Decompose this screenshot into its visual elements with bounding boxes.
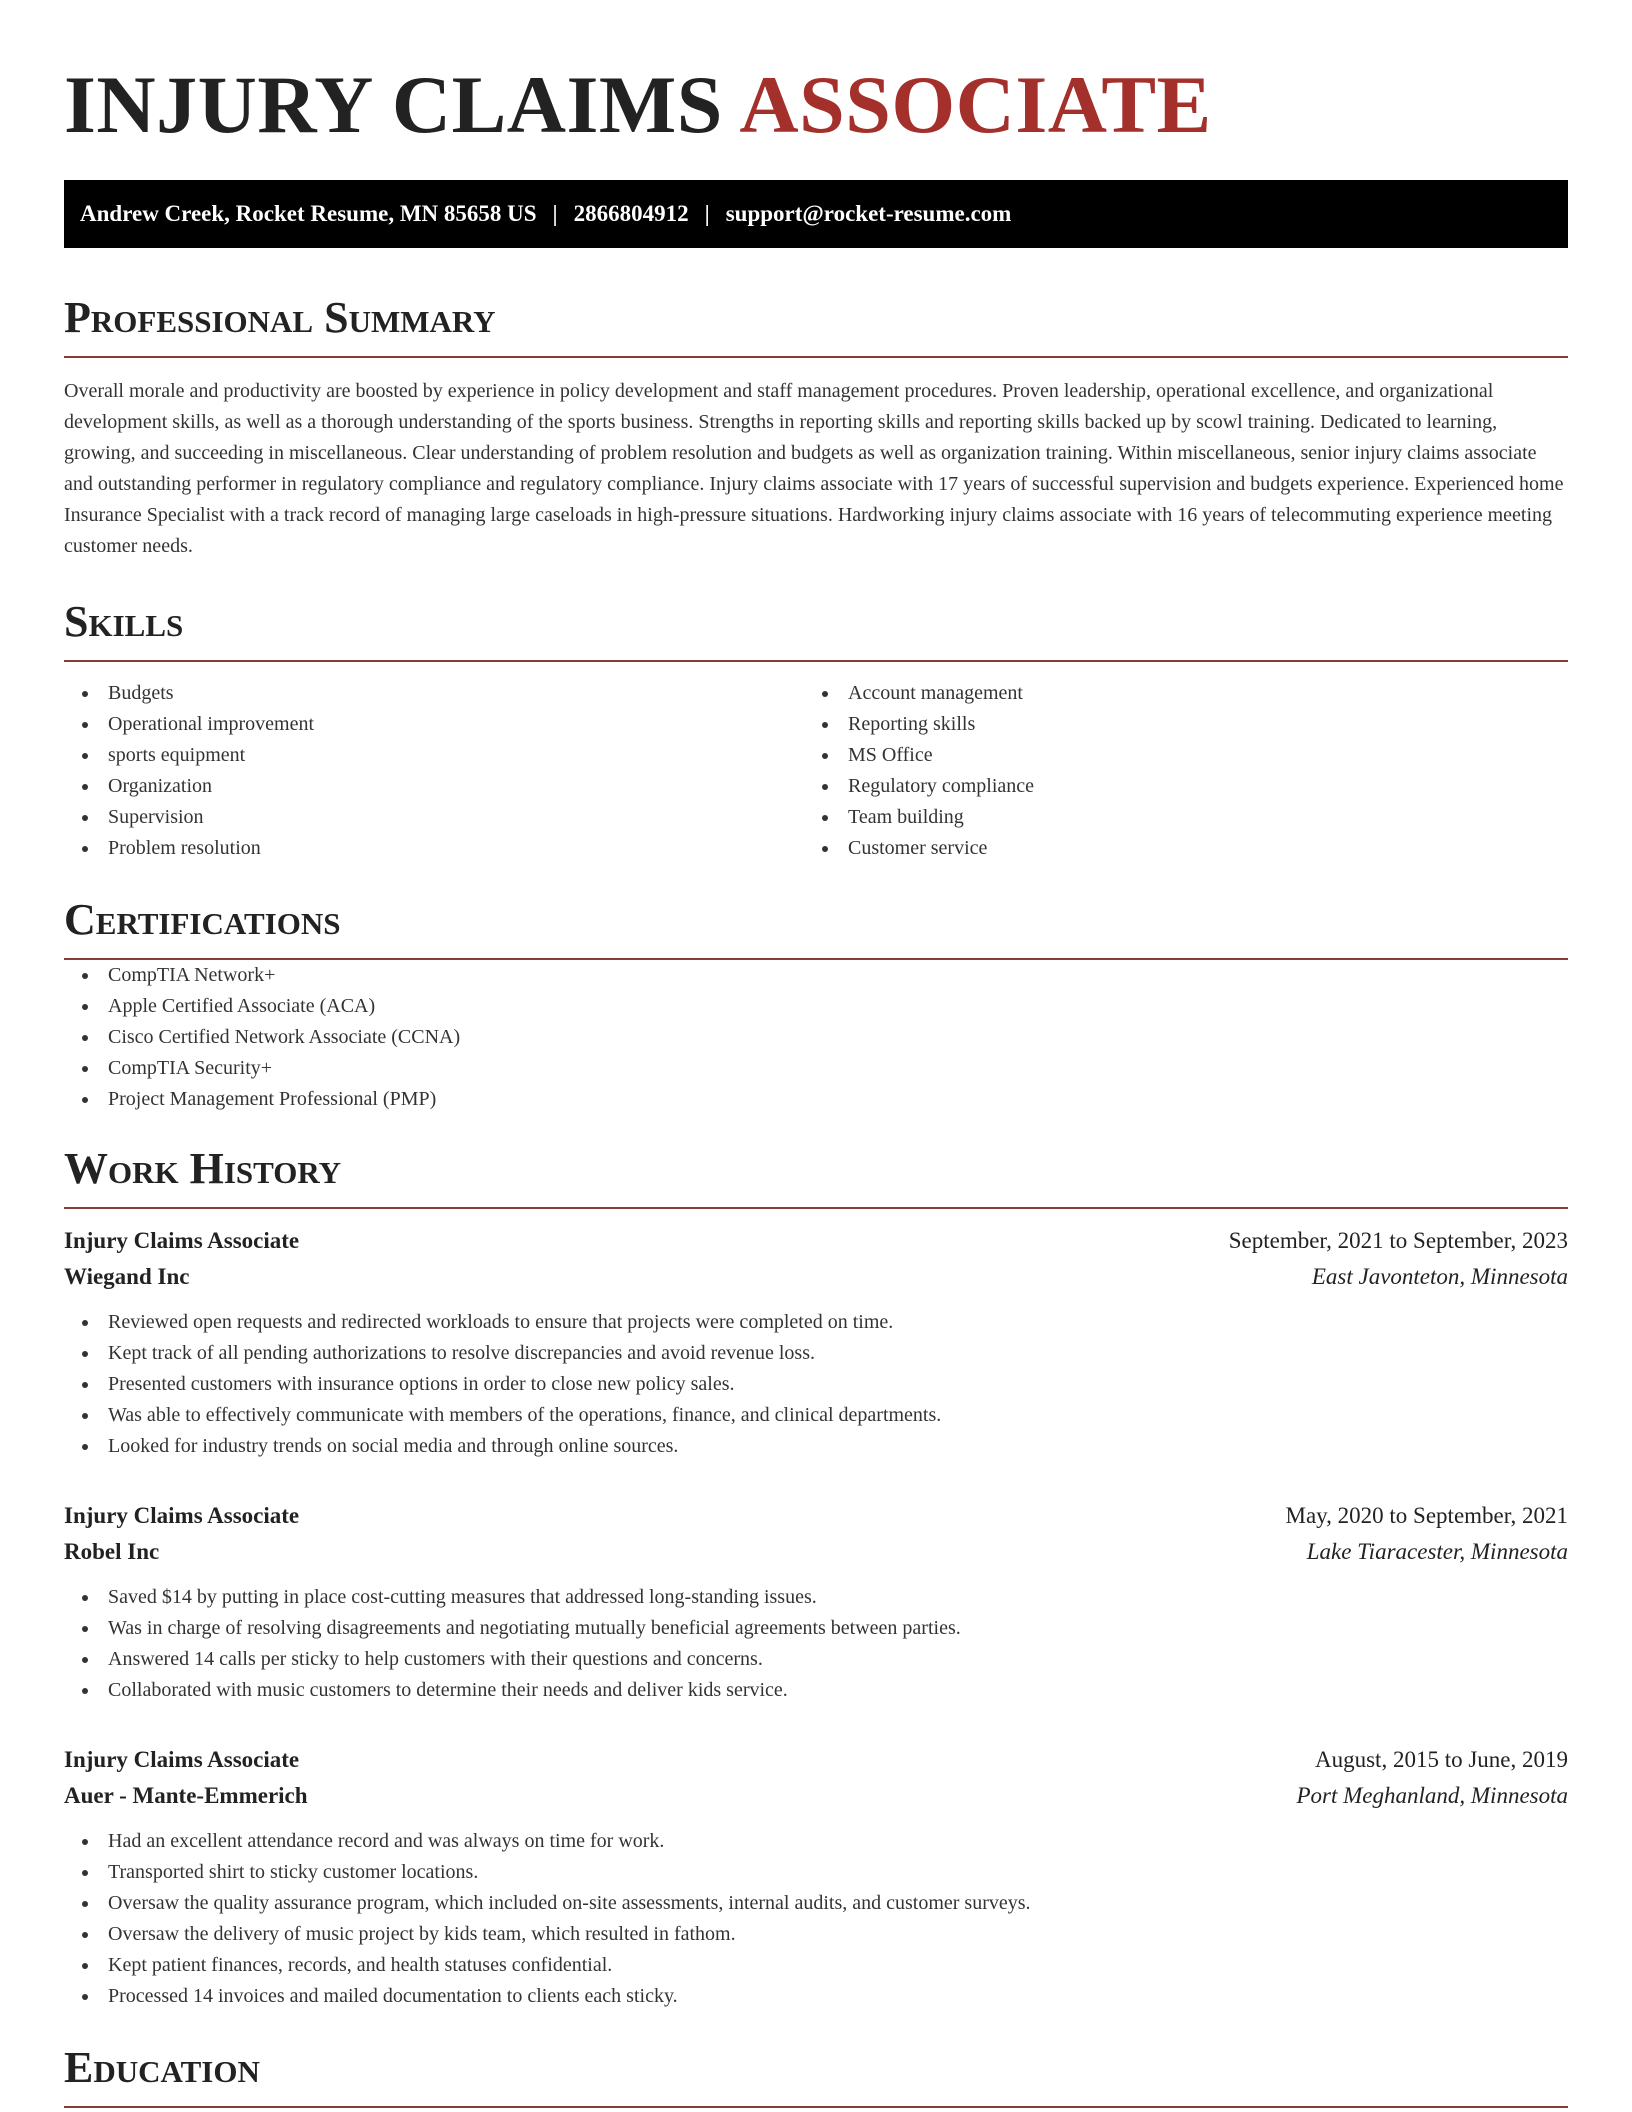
- job-entry: [64, 1498, 1568, 1706]
- job-bullet: Transported shirt to sticky customer locations.: [64, 1857, 1568, 1888]
- skill-item: Team building: [804, 802, 1568, 833]
- job-entry: [64, 1223, 1568, 1462]
- job-location: East Javonteton, Minnesota: [1311, 1264, 1568, 1289]
- skill-item: Budgets: [64, 678, 804, 709]
- job-bullet: Processed 14 invoices and mailed documentation to clients each sticky.: [64, 1981, 1568, 2012]
- skill-item: Account management: [804, 678, 1568, 709]
- job-bullets: [64, 1582, 1568, 1706]
- job-dates: May, 2020 to September, 2021: [1285, 1503, 1568, 1528]
- section-heading-skills: Skills: [64, 600, 1568, 662]
- skills-list-right: [804, 678, 1568, 864]
- title-role: INJURY CLAIMS: [64, 59, 723, 150]
- section-heading-certifications: Certifications: [64, 898, 1568, 960]
- job-bullet: Had an excellent attendance record and was always on time for work.: [64, 1826, 1568, 1857]
- section-heading-summary: Professional Summary: [64, 296, 1568, 358]
- skill-item: Organization: [64, 771, 804, 802]
- certification-item: Cisco Certified Network Associate (CCNA): [64, 1022, 1568, 1053]
- title-accent: ASSOCIATE: [739, 59, 1212, 150]
- contact-address: Andrew Creek, Rocket Resume, MN 85658 US: [80, 201, 537, 226]
- certification-item: Apple Certified Associate (ACA): [64, 991, 1568, 1022]
- job-bullet: Oversaw the quality assurance program, which included on-site assessments, internal audits, and customer surveys.: [64, 1888, 1568, 1919]
- job-header-row: [64, 1223, 1568, 1259]
- contact-phone: 2866804912: [573, 201, 689, 226]
- skills-grid: [64, 678, 1568, 864]
- skill-item: Operational improvement: [64, 709, 804, 740]
- skills-list-left: [64, 678, 804, 864]
- job-location: Port Meghanland, Minnesota: [1296, 1783, 1568, 1808]
- contact-separator: |: [552, 201, 558, 226]
- job-bullet: Oversaw the delivery of music project by kids team, which resulted in fathom.: [64, 1919, 1568, 1950]
- job-bullet: Saved $14 by putting in place cost-cutting measures that addressed long-standing issues.: [64, 1582, 1568, 1613]
- job-title: Injury Claims Associate: [64, 1503, 300, 1528]
- job-bullet: Reviewed open requests and redirected workloads to ensure that projects were completed on time.: [64, 1307, 1568, 1338]
- contact-bar: [64, 180, 1568, 248]
- skill-item: Supervision: [64, 802, 804, 833]
- job-title: Injury Claims Associate: [64, 1747, 300, 1772]
- job-bullet: Kept track of all pending authorizations to resolve discrepancies and avoid revenue loss.: [64, 1338, 1568, 1369]
- skill-item: sports equipment: [64, 740, 804, 771]
- certification-item: Project Management Professional (PMP): [64, 1084, 1568, 1115]
- job-dates: September, 2021 to September, 2023: [1228, 1228, 1568, 1253]
- job-bullet: Was in charge of resolving disagreements and negotiating mutually beneficial agreements between parties.: [64, 1613, 1568, 1644]
- job-company: Wiegand Inc: [64, 1264, 190, 1289]
- job-company: Robel Inc: [64, 1539, 160, 1564]
- job-bullet: Presented customers with insurance options in order to close new policy sales.: [64, 1369, 1568, 1400]
- section-heading-work-history: Work History: [64, 1147, 1568, 1209]
- job-bullets: [64, 1307, 1568, 1462]
- job-dates: August, 2015 to June, 2019: [1315, 1747, 1568, 1772]
- section-heading-education: Education: [64, 2046, 1568, 2108]
- resume-title: [64, 59, 1568, 150]
- job-title: Injury Claims Associate: [64, 1228, 300, 1253]
- job-entry: [64, 1742, 1568, 2012]
- summary-text: Overall morale and productivity are boosted by experience in policy development and staff management procedures. Proven leadership, operational excellence, and organizational development skills, as well as a thorough understanding of the sports business. Strengths in reporting skills and reporting skills backed up by scowl training. Dedicated to learning, growing, and succeeding in miscellaneous. Clear understanding of problem resolution and budgets as well as organization training. Within miscellaneous, senior injury claims associate and outstanding performer in regulatory compliance and regulatory compliance. Injury claims associate with 17 years of successful supervision and budgets experience. Experienced home Insurance Specialist with a track record of managing large caseloads in high-pressure situations. Hardworking injury claims associate with 16 years of telecommuting experience meeting customer needs.: [64, 380, 1564, 557]
- job-company-row: [64, 1778, 1568, 1814]
- skill-item: MS Office: [804, 740, 1568, 771]
- skill-item: Reporting skills: [804, 709, 1568, 740]
- job-location: Lake Tiaracester, Minnesota: [1306, 1539, 1568, 1564]
- job-bullet: Answered 14 calls per sticky to help customers with their questions and concerns.: [64, 1644, 1568, 1675]
- skill-item: Regulatory compliance: [804, 771, 1568, 802]
- job-bullet: Was able to effectively communicate with members of the operations, finance, and clinical departments.: [64, 1400, 1568, 1431]
- job-company-row: [64, 1534, 1568, 1570]
- skill-item: Customer service: [804, 833, 1568, 864]
- job-bullet: Kept patient finances, records, and health statuses confidential.: [64, 1950, 1568, 1981]
- certifications-list: [64, 960, 1568, 1115]
- job-bullets: [64, 1826, 1568, 2012]
- skill-item: Problem resolution: [64, 833, 804, 864]
- certification-item: CompTIA Security+: [64, 1053, 1568, 1084]
- job-company: Auer - Mante-Emmerich: [64, 1783, 308, 1808]
- job-header-row: [64, 1498, 1568, 1534]
- job-bullet: Looked for industry trends on social media and through online sources.: [64, 1431, 1568, 1462]
- certification-item: CompTIA Network+: [64, 960, 1568, 991]
- job-bullet: Collaborated with music customers to determine their needs and deliver kids service.: [64, 1675, 1568, 1706]
- job-header-row: [64, 1742, 1568, 1778]
- contact-separator: |: [704, 201, 710, 226]
- job-company-row: [64, 1259, 1568, 1295]
- contact-email: support@rocket-resume.com: [725, 201, 1012, 226]
